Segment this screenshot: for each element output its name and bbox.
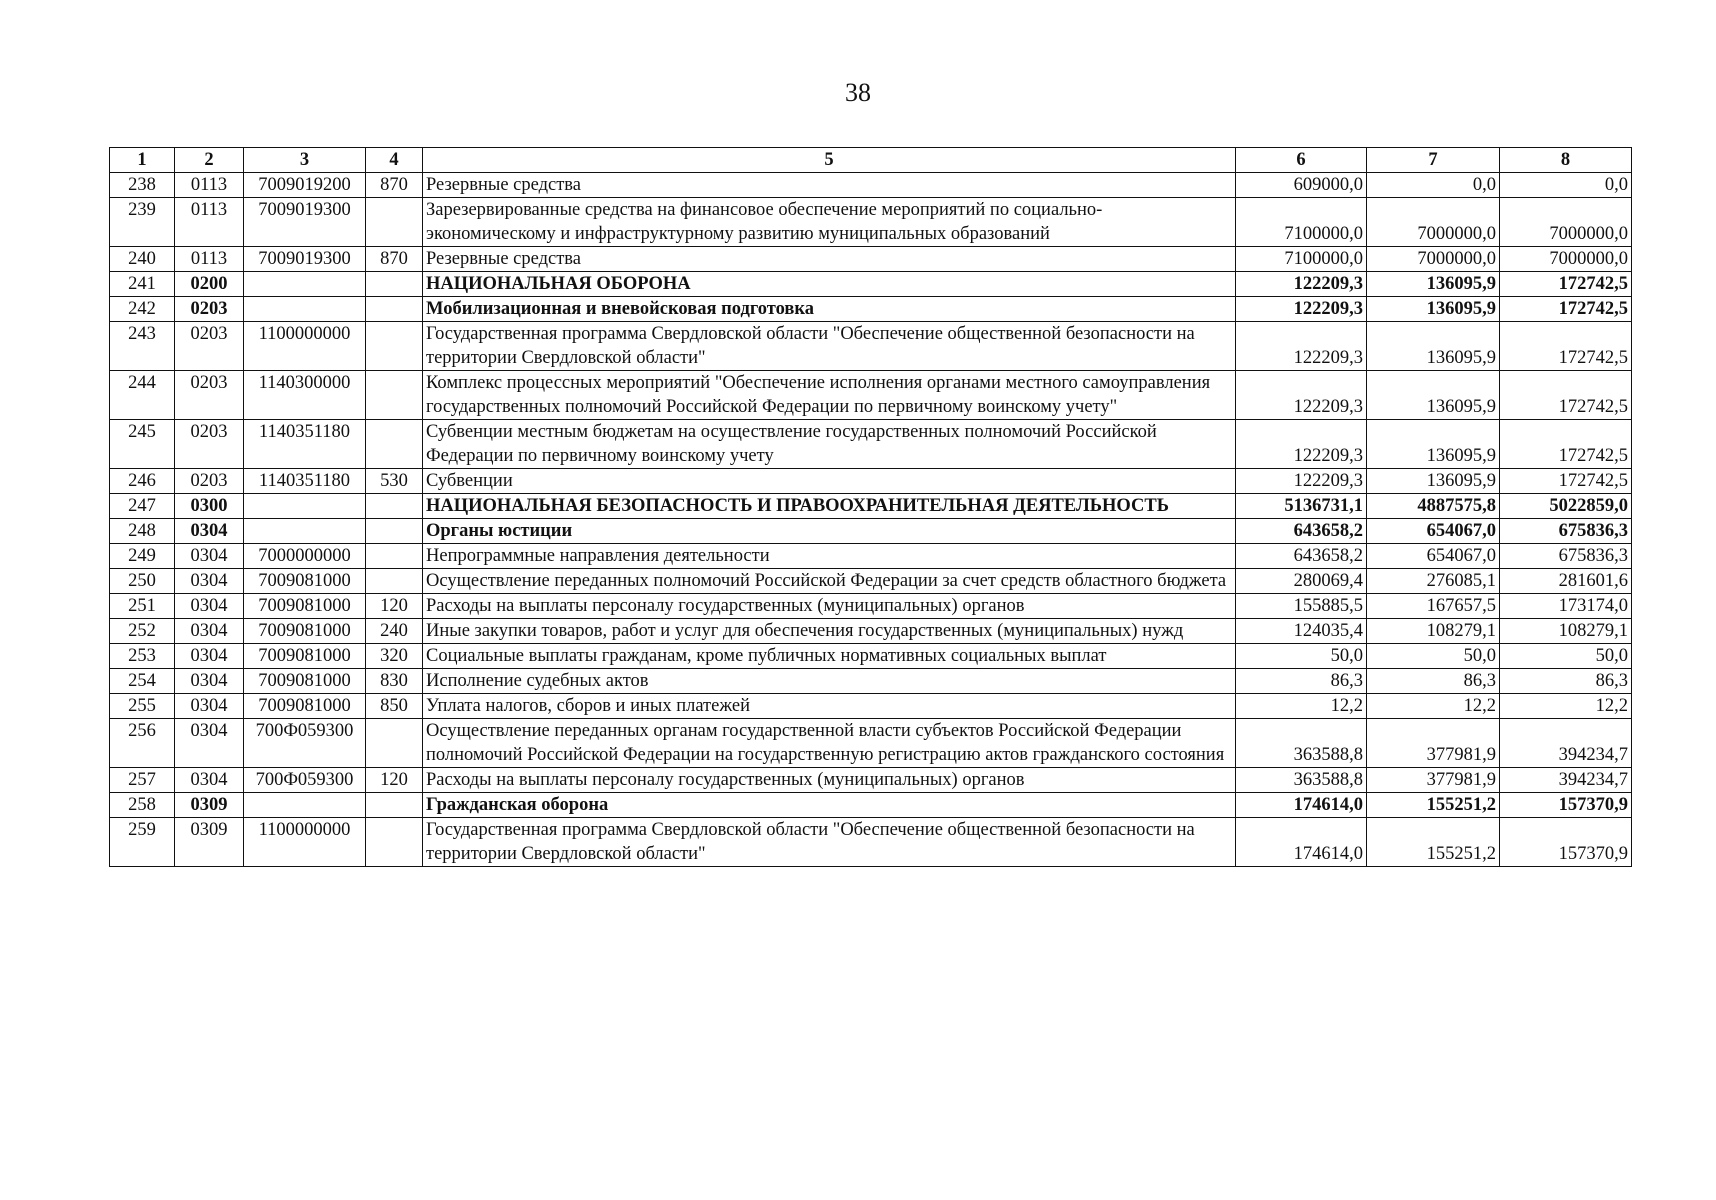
amount-col-8-cell: 394234,7 [1500, 768, 1632, 793]
amount-col-7-cell: 136095,9 [1367, 371, 1500, 420]
amount-col-7-cell: 276085,1 [1367, 569, 1500, 594]
item-name-cell: Государственная программа Свердловской области "Обеспечение общественной безопасности на территории Свердловской области" [423, 322, 1236, 371]
amount-col-7-cell: 136095,9 [1367, 322, 1500, 371]
table-row [110, 494, 1632, 519]
header-row [110, 148, 1632, 173]
amount-col-7-cell: 7000000,0 [1367, 198, 1500, 247]
section-code-cell: 0300 [175, 494, 244, 519]
item-name-cell: Гражданская оборона [423, 793, 1236, 818]
amount-col-6-cell: 7100000,0 [1236, 247, 1367, 272]
target-article-cell: 7009081000 [244, 569, 366, 594]
table-row [110, 173, 1632, 198]
expense-type-cell [366, 322, 423, 371]
amount-col-7-cell: 136095,9 [1367, 297, 1500, 322]
table-row [110, 768, 1632, 793]
item-name-cell: Зарезервированные средства на финансовое обеспечение мероприятий по социально-экономическому и инфраструктурному развитию муниципальных образований [423, 198, 1236, 247]
table-row [110, 247, 1632, 272]
amount-col-8-cell: 675836,3 [1500, 544, 1632, 569]
section-code-cell: 0203 [175, 371, 244, 420]
section-code-cell: 0203 [175, 469, 244, 494]
target-article-cell [244, 793, 366, 818]
section-code-cell: 0113 [175, 198, 244, 247]
amount-col-7-cell: 167657,5 [1367, 594, 1500, 619]
amount-col-6-cell: 174614,0 [1236, 818, 1367, 867]
row-number-cell: 257 [110, 768, 175, 793]
target-article-cell: 1100000000 [244, 818, 366, 867]
amount-col-6-cell: 122209,3 [1236, 322, 1367, 371]
table-row [110, 818, 1632, 867]
target-article-cell: 7009019300 [244, 198, 366, 247]
amount-col-7-cell: 0,0 [1367, 173, 1500, 198]
target-article-cell: 7009081000 [244, 594, 366, 619]
target-article-cell: 7009019300 [244, 247, 366, 272]
expense-type-cell: 320 [366, 644, 423, 669]
table-row [110, 420, 1632, 469]
item-name-cell: Социальные выплаты гражданам, кроме публичных нормативных социальных выплат [423, 644, 1236, 669]
amount-col-6-cell: 122209,3 [1236, 469, 1367, 494]
amount-col-7-cell: 108279,1 [1367, 619, 1500, 644]
row-number-cell: 244 [110, 371, 175, 420]
amount-col-8-cell: 7000000,0 [1500, 198, 1632, 247]
page-number: 38 [845, 78, 871, 107]
expense-type-cell [366, 569, 423, 594]
amount-col-7-cell: 654067,0 [1367, 519, 1500, 544]
amount-col-8-cell: 86,3 [1500, 669, 1632, 694]
expense-type-cell [366, 297, 423, 322]
section-code-cell: 0304 [175, 644, 244, 669]
amount-col-8-cell: 108279,1 [1500, 619, 1632, 644]
row-number-cell: 251 [110, 594, 175, 619]
expense-type-cell [366, 793, 423, 818]
target-article-cell [244, 519, 366, 544]
amount-col-8-cell: 12,2 [1500, 694, 1632, 719]
amount-col-7-cell: 136095,9 [1367, 420, 1500, 469]
amount-col-6-cell: 280069,4 [1236, 569, 1367, 594]
table-row [110, 322, 1632, 371]
amount-col-6-cell: 122209,3 [1236, 371, 1367, 420]
item-name-cell: Исполнение судебных актов [423, 669, 1236, 694]
section-code-cell: 0304 [175, 544, 244, 569]
amount-col-7-cell: 86,3 [1367, 669, 1500, 694]
amount-col-6-cell: 643658,2 [1236, 519, 1367, 544]
item-name-cell: Расходы на выплаты персоналу государственных (муниципальных) органов [423, 594, 1236, 619]
row-number-cell: 240 [110, 247, 175, 272]
table-row [110, 793, 1632, 818]
expense-type-cell: 530 [366, 469, 423, 494]
expense-type-cell [366, 494, 423, 519]
amount-col-8-cell: 675836,3 [1500, 519, 1632, 544]
row-number-cell: 248 [110, 519, 175, 544]
expense-type-cell: 870 [366, 247, 423, 272]
header-col-3: 3 [244, 148, 366, 173]
amount-col-8-cell: 394234,7 [1500, 719, 1632, 768]
amount-col-8-cell: 172742,5 [1500, 469, 1632, 494]
table-row [110, 619, 1632, 644]
row-number-cell: 242 [110, 297, 175, 322]
row-number-cell: 250 [110, 569, 175, 594]
target-article-cell: 700Ф059300 [244, 768, 366, 793]
table-row [110, 569, 1632, 594]
amount-col-6-cell: 174614,0 [1236, 793, 1367, 818]
item-name-cell: Осуществление переданных органам государственной власти субъектов Российской Федерации полномочий Российской Федерации на государственную регистрацию актов гражданского состояния [423, 719, 1236, 768]
amount-col-8-cell: 172742,5 [1500, 420, 1632, 469]
row-number-cell: 243 [110, 322, 175, 371]
amount-col-6-cell: 122209,3 [1236, 420, 1367, 469]
section-code-cell: 0304 [175, 569, 244, 594]
amount-col-6-cell: 122209,3 [1236, 272, 1367, 297]
amount-col-7-cell: 155251,2 [1367, 818, 1500, 867]
amount-col-8-cell: 172742,5 [1500, 297, 1632, 322]
table-row [110, 669, 1632, 694]
amount-col-8-cell: 157370,9 [1500, 793, 1632, 818]
amount-col-7-cell: 377981,9 [1367, 768, 1500, 793]
amount-col-6-cell: 50,0 [1236, 644, 1367, 669]
section-code-cell: 0309 [175, 793, 244, 818]
amount-col-6-cell: 86,3 [1236, 669, 1367, 694]
amount-col-6-cell: 124035,4 [1236, 619, 1367, 644]
target-article-cell: 7009081000 [244, 694, 366, 719]
expense-type-cell: 120 [366, 594, 423, 619]
amount-col-8-cell: 50,0 [1500, 644, 1632, 669]
target-article-cell: 7000000000 [244, 544, 366, 569]
amount-col-7-cell: 4887575,8 [1367, 494, 1500, 519]
section-code-cell: 0304 [175, 669, 244, 694]
header-col-5: 5 [423, 148, 1236, 173]
budget-table [109, 147, 1632, 867]
amount-col-6-cell: 122209,3 [1236, 297, 1367, 322]
expense-type-cell: 870 [366, 173, 423, 198]
row-number-cell: 238 [110, 173, 175, 198]
expense-type-cell: 240 [366, 619, 423, 644]
item-name-cell: Иные закупки товаров, работ и услуг для обеспечения государственных (муниципальных) нужд [423, 619, 1236, 644]
expense-type-cell [366, 719, 423, 768]
target-article-cell: 7009081000 [244, 669, 366, 694]
item-name-cell: Субвенции местным бюджетам на осуществление государственных полномочий Российской Федерации по первичному воинскому учету [423, 420, 1236, 469]
item-name-cell: Субвенции [423, 469, 1236, 494]
amount-col-7-cell: 654067,0 [1367, 544, 1500, 569]
target-article-cell [244, 272, 366, 297]
section-code-cell: 0304 [175, 719, 244, 768]
header-col-4: 4 [366, 148, 423, 173]
header-col-1: 1 [110, 148, 175, 173]
item-name-cell: Осуществление переданных полномочий Российской Федерации за счет средств областного бюджета [423, 569, 1236, 594]
table-row [110, 644, 1632, 669]
expense-type-cell [366, 818, 423, 867]
row-number-cell: 255 [110, 694, 175, 719]
table-row [110, 371, 1632, 420]
amount-col-6-cell: 609000,0 [1236, 173, 1367, 198]
row-number-cell: 258 [110, 793, 175, 818]
section-code-cell: 0304 [175, 619, 244, 644]
amount-col-6-cell: 363588,8 [1236, 719, 1367, 768]
header-col-8: 8 [1500, 148, 1632, 173]
amount-col-7-cell: 7000000,0 [1367, 247, 1500, 272]
target-article-cell: 700Ф059300 [244, 719, 366, 768]
amount-col-6-cell: 5136731,1 [1236, 494, 1367, 519]
header-col-2: 2 [175, 148, 244, 173]
header-col-6: 6 [1236, 148, 1367, 173]
row-number-cell: 252 [110, 619, 175, 644]
item-name-cell: Комплекс процессных мероприятий "Обеспечение исполнения органами местного самоуправления государственных полномочий Российской Федерации по первичному воинскому учету" [423, 371, 1236, 420]
section-code-cell: 0200 [175, 272, 244, 297]
amount-col-8-cell: 5022859,0 [1500, 494, 1632, 519]
table-row [110, 594, 1632, 619]
target-article-cell: 1140351180 [244, 469, 366, 494]
amount-col-6-cell: 363588,8 [1236, 768, 1367, 793]
section-code-cell: 0113 [175, 173, 244, 198]
item-name-cell: Расходы на выплаты персоналу государственных (муниципальных) органов [423, 768, 1236, 793]
item-name-cell: Резервные средства [423, 247, 1236, 272]
amount-col-8-cell: 7000000,0 [1500, 247, 1632, 272]
target-article-cell [244, 494, 366, 519]
row-number-cell: 259 [110, 818, 175, 867]
table-row [110, 694, 1632, 719]
section-code-cell: 0113 [175, 247, 244, 272]
expense-type-cell: 850 [366, 694, 423, 719]
amount-col-6-cell: 7100000,0 [1236, 198, 1367, 247]
amount-col-8-cell: 173174,0 [1500, 594, 1632, 619]
target-article-cell: 1140351180 [244, 420, 366, 469]
target-article-cell: 1140300000 [244, 371, 366, 420]
expense-type-cell: 120 [366, 768, 423, 793]
item-name-cell: Государственная программа Свердловской области "Обеспечение общественной безопасности на территории Свердловской области" [423, 818, 1236, 867]
row-number-cell: 239 [110, 198, 175, 247]
amount-col-7-cell: 50,0 [1367, 644, 1500, 669]
amount-col-8-cell: 172742,5 [1500, 322, 1632, 371]
section-code-cell: 0304 [175, 519, 244, 544]
target-article-cell: 1100000000 [244, 322, 366, 371]
amount-col-6-cell: 12,2 [1236, 694, 1367, 719]
section-code-cell: 0304 [175, 768, 244, 793]
amount-col-7-cell: 12,2 [1367, 694, 1500, 719]
amount-col-7-cell: 136095,9 [1367, 469, 1500, 494]
section-code-cell: 0304 [175, 594, 244, 619]
amount-col-6-cell: 155885,5 [1236, 594, 1367, 619]
target-article-cell: 7009019200 [244, 173, 366, 198]
section-code-cell: 0203 [175, 297, 244, 322]
item-name-cell: Непрограммные направления деятельности [423, 544, 1236, 569]
row-number-cell: 253 [110, 644, 175, 669]
item-name-cell: Резервные средства [423, 173, 1236, 198]
row-number-cell: 256 [110, 719, 175, 768]
item-name-cell: Уплата налогов, сборов и иных платежей [423, 694, 1236, 719]
expense-type-cell [366, 272, 423, 297]
row-number-cell: 247 [110, 494, 175, 519]
table-row [110, 272, 1632, 297]
row-number-cell: 249 [110, 544, 175, 569]
table-row [110, 544, 1632, 569]
amount-col-8-cell: 157370,9 [1500, 818, 1632, 867]
section-code-cell: 0309 [175, 818, 244, 867]
row-number-cell: 245 [110, 420, 175, 469]
expense-type-cell [366, 519, 423, 544]
row-number-cell: 246 [110, 469, 175, 494]
row-number-cell: 241 [110, 272, 175, 297]
target-article-cell: 7009081000 [244, 644, 366, 669]
expense-type-cell [366, 371, 423, 420]
item-name-cell: Органы юстиции [423, 519, 1236, 544]
amount-col-8-cell: 172742,5 [1500, 272, 1632, 297]
amount-col-7-cell: 155251,2 [1367, 793, 1500, 818]
amount-col-6-cell: 643658,2 [1236, 544, 1367, 569]
table-row [110, 198, 1632, 247]
table-header [110, 148, 1632, 173]
expense-type-cell [366, 420, 423, 469]
row-number-cell: 254 [110, 669, 175, 694]
table-row [110, 297, 1632, 322]
item-name-cell: НАЦИОНАЛЬНАЯ ОБОРОНА [423, 272, 1236, 297]
item-name-cell: НАЦИОНАЛЬНАЯ БЕЗОПАСНОСТЬ И ПРАВООХРАНИТЕЛЬНАЯ ДЕЯТЕЛЬНОСТЬ [423, 494, 1236, 519]
amount-col-8-cell: 281601,6 [1500, 569, 1632, 594]
section-code-cell: 0304 [175, 694, 244, 719]
item-name-cell: Мобилизационная и вневойсковая подготовка [423, 297, 1236, 322]
table-row [110, 719, 1632, 768]
section-code-cell: 0203 [175, 322, 244, 371]
section-code-cell: 0203 [175, 420, 244, 469]
amount-col-8-cell: 172742,5 [1500, 371, 1632, 420]
expense-type-cell [366, 544, 423, 569]
table-row [110, 469, 1632, 494]
expense-type-cell [366, 198, 423, 247]
amount-col-7-cell: 377981,9 [1367, 719, 1500, 768]
target-article-cell [244, 297, 366, 322]
header-col-7: 7 [1367, 148, 1500, 173]
expense-type-cell: 830 [366, 669, 423, 694]
amount-col-8-cell: 0,0 [1500, 173, 1632, 198]
table-row [110, 519, 1632, 544]
table-body [110, 173, 1632, 867]
amount-col-7-cell: 136095,9 [1367, 272, 1500, 297]
target-article-cell: 7009081000 [244, 619, 366, 644]
